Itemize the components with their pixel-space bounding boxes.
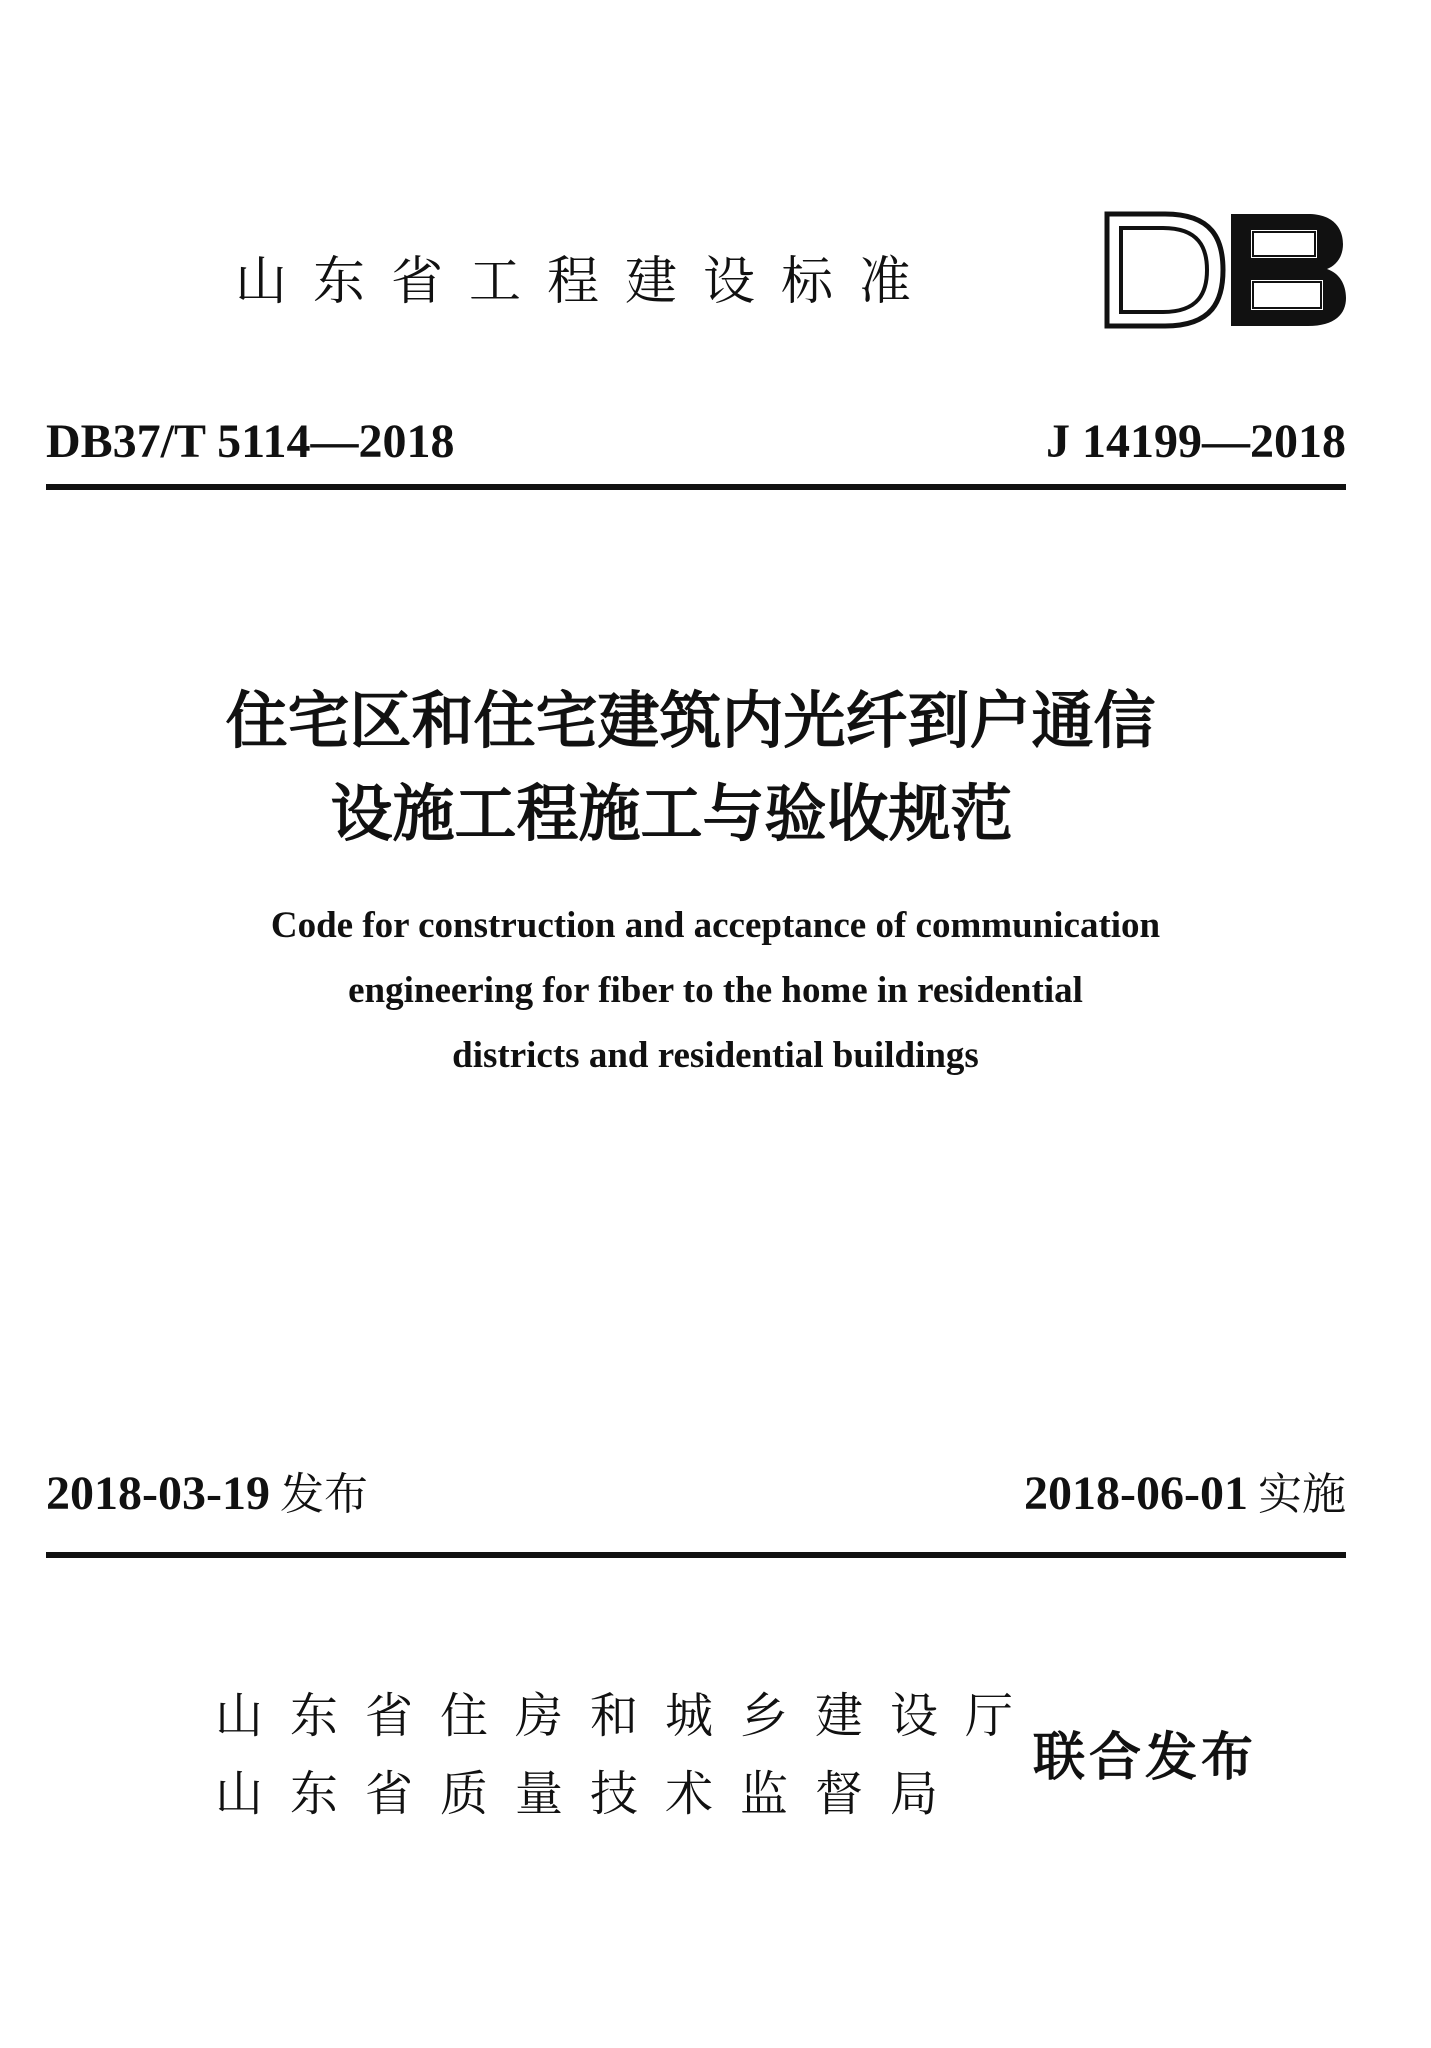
implementation-label: 实施 [1258, 1469, 1346, 1520]
implementation-date [1024, 1467, 1346, 1520]
issuer-2: 山东省质量技术监督局 [215, 1766, 966, 1822]
db-logo [1103, 210, 1346, 330]
joint-issue-label: 联合发布 [1033, 1728, 1258, 1788]
issue-label: 发布 [279, 1469, 368, 1520]
title-cn-line2: 设施工程施工与验收规范 [330, 777, 1013, 850]
bottom-divider [46, 1552, 1346, 1558]
top-divider [46, 484, 1346, 490]
standard-code: DB37/T 5114—2018 [46, 415, 455, 468]
title-en-line3: districts and residential buildings [452, 1035, 979, 1076]
title-en-line1: Code for construction and acceptance of communication [270, 905, 1161, 946]
issue-date [46, 1467, 368, 1520]
title-cn-line1: 住宅区和住宅建筑内光纤到户通信 [225, 684, 1156, 757]
series-title: 山东省工程建设标准 [235, 252, 938, 312]
issuer-1: 山东省住房和城乡建设厅 [215, 1688, 1041, 1744]
issue-date-value: 2018-03-19 [46, 1467, 270, 1520]
title-en [0, 893, 1431, 1088]
implementation-date-value: 2018-06-01 [1024, 1467, 1248, 1520]
title-en-line2: engineering for fiber to the home in residential [348, 970, 1083, 1011]
filing-code: J 14199—2018 [1046, 415, 1346, 468]
